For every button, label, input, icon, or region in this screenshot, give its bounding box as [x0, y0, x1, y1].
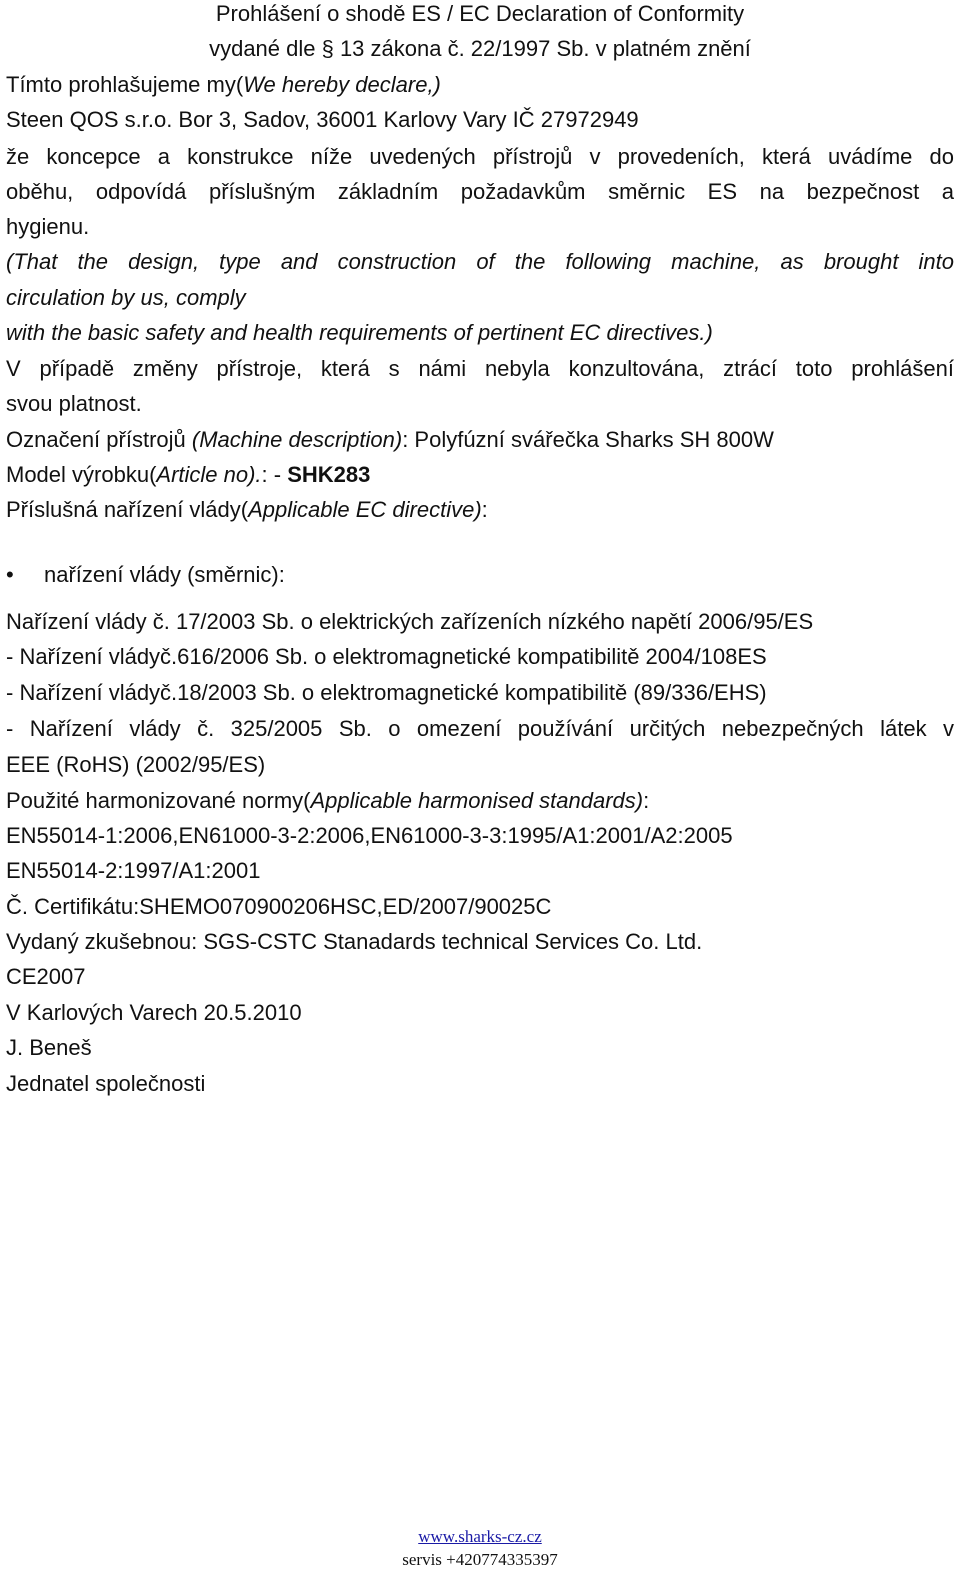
document-title: Prohlášení o shodě ES / EC Declaration of Conformity — [215, 1, 745, 26]
standards-line-2: EN55014-2:1997/A1:2001 — [6, 858, 261, 883]
standards-suffix: : — [643, 788, 650, 813]
model-line — [6, 461, 954, 488]
intro-en-line-3 — [6, 319, 954, 346]
model-value: SHK283 — [287, 462, 371, 487]
company-line: Steen QOS s.r.o. Bor 3, Sadov, 36001 Karlovy Vary IČ 27972949 — [6, 107, 639, 132]
intro-en-line-2 — [6, 284, 954, 311]
footer-website-row — [0, 1527, 960, 1547]
intro-en-text-3: with the basic safety and health requirements of pertinent EC directives.) — [6, 320, 713, 345]
bullet-text: nařízení vlády (směrnic): — [44, 562, 285, 587]
document-subtitle: vydané dle § 13 zákona č. 22/1997 Sb. v platném znění — [209, 36, 751, 61]
machine-value: : Polyfúzní svářečka Sharks SH 800W — [402, 427, 774, 452]
certificate-line: Č. Certifikátu:SHEMO070900206HSC,ED/2007/90025C — [6, 894, 552, 919]
declare-en: We hereby declare,) — [243, 72, 441, 97]
regulation-line-4: - Nařízení vlády č. 325/2005 Sb. o omezení používání určitých nebezpečných látek v — [6, 716, 954, 741]
lab-line: Vydaný zkušebnou: SGS-CSTC Stanadards technical Services Co. Ltd. — [6, 929, 703, 954]
machine-description — [6, 426, 954, 453]
place-date-line: V Karlových Varech 20.5.2010 — [6, 1000, 302, 1025]
standards-label-en: Applicable harmonised standards) — [310, 788, 644, 813]
standards-label-cz: Použité harmonizované normy( — [6, 788, 311, 813]
intro-cz-line-1: že koncepce a konstrukce níže uvedených přístrojů v provedeních, která uvádíme do — [6, 144, 954, 169]
declare-cz: Tímto prohlašujeme my( — [6, 72, 244, 97]
model-label-cz: Model výrobku( — [6, 462, 157, 487]
ce-mark-line: CE2007 — [6, 964, 86, 989]
applicable-label-en: Applicable EC directive) — [248, 497, 482, 522]
applicable-label-cz: Příslušná nařízení vlády( — [6, 497, 249, 522]
regulation-line-1: Nařízení vlády č. 17/2003 Sb. o elektrických zařízeních nízkého napětí 2006/95/ES — [6, 609, 814, 634]
standards-heading — [6, 787, 954, 814]
footer-website-link[interactable]: www.sharks-cz.cz — [418, 1527, 542, 1546]
applicable-suffix: : — [481, 497, 488, 522]
intro-cz-line-2: oběhu, odpovídá příslušným základním požadavkům směrnic ES na bezpečnost a — [6, 179, 954, 204]
regulation-line-5: EEE (RoHS) (2002/95/ES) — [6, 752, 266, 777]
bullet-icon: • — [6, 562, 14, 587]
applicable-directive — [6, 496, 954, 523]
declare-line — [6, 71, 954, 98]
model-sep: : - — [261, 462, 288, 487]
signatory-name: J. Beneš — [6, 1035, 92, 1060]
intro-en-text-2: circulation by us, comply — [6, 285, 246, 310]
signatory-role: Jednatel společnosti — [6, 1071, 206, 1096]
regulation-line-3: - Nařízení vládyč.18/2003 Sb. o elektromagnetické kompatibilitě (89/336/EHS) — [6, 680, 767, 705]
footer-phone: servis +420774335397 — [402, 1550, 558, 1569]
intro-cz-line-3: hygienu. — [6, 214, 90, 239]
change-note-line-2: svou platnost. — [6, 391, 142, 416]
machine-label-en: (Machine description) — [191, 427, 403, 452]
regulation-line-2: - Nařízení vládyč.616/2006 Sb. o elektromagnetické kompatibilitě 2004/108ES — [6, 644, 767, 669]
machine-label-cz: Označení přístrojů — [6, 427, 192, 452]
model-label-en: Article no). — [156, 462, 262, 487]
intro-en-text-1: (That the design, type and construction of the following machine, as brought into — [6, 249, 954, 274]
intro-en-line-1 — [6, 248, 954, 275]
change-note-line-1: V případě změny přístroje, která s námi nebyla konzultována, ztrácí toto prohlášení — [6, 356, 954, 381]
standards-line-1: EN55014-1:2006,EN61000-3-2:2006,EN61000-3-3:1995/A1:2001/A2:2005 — [6, 823, 733, 848]
